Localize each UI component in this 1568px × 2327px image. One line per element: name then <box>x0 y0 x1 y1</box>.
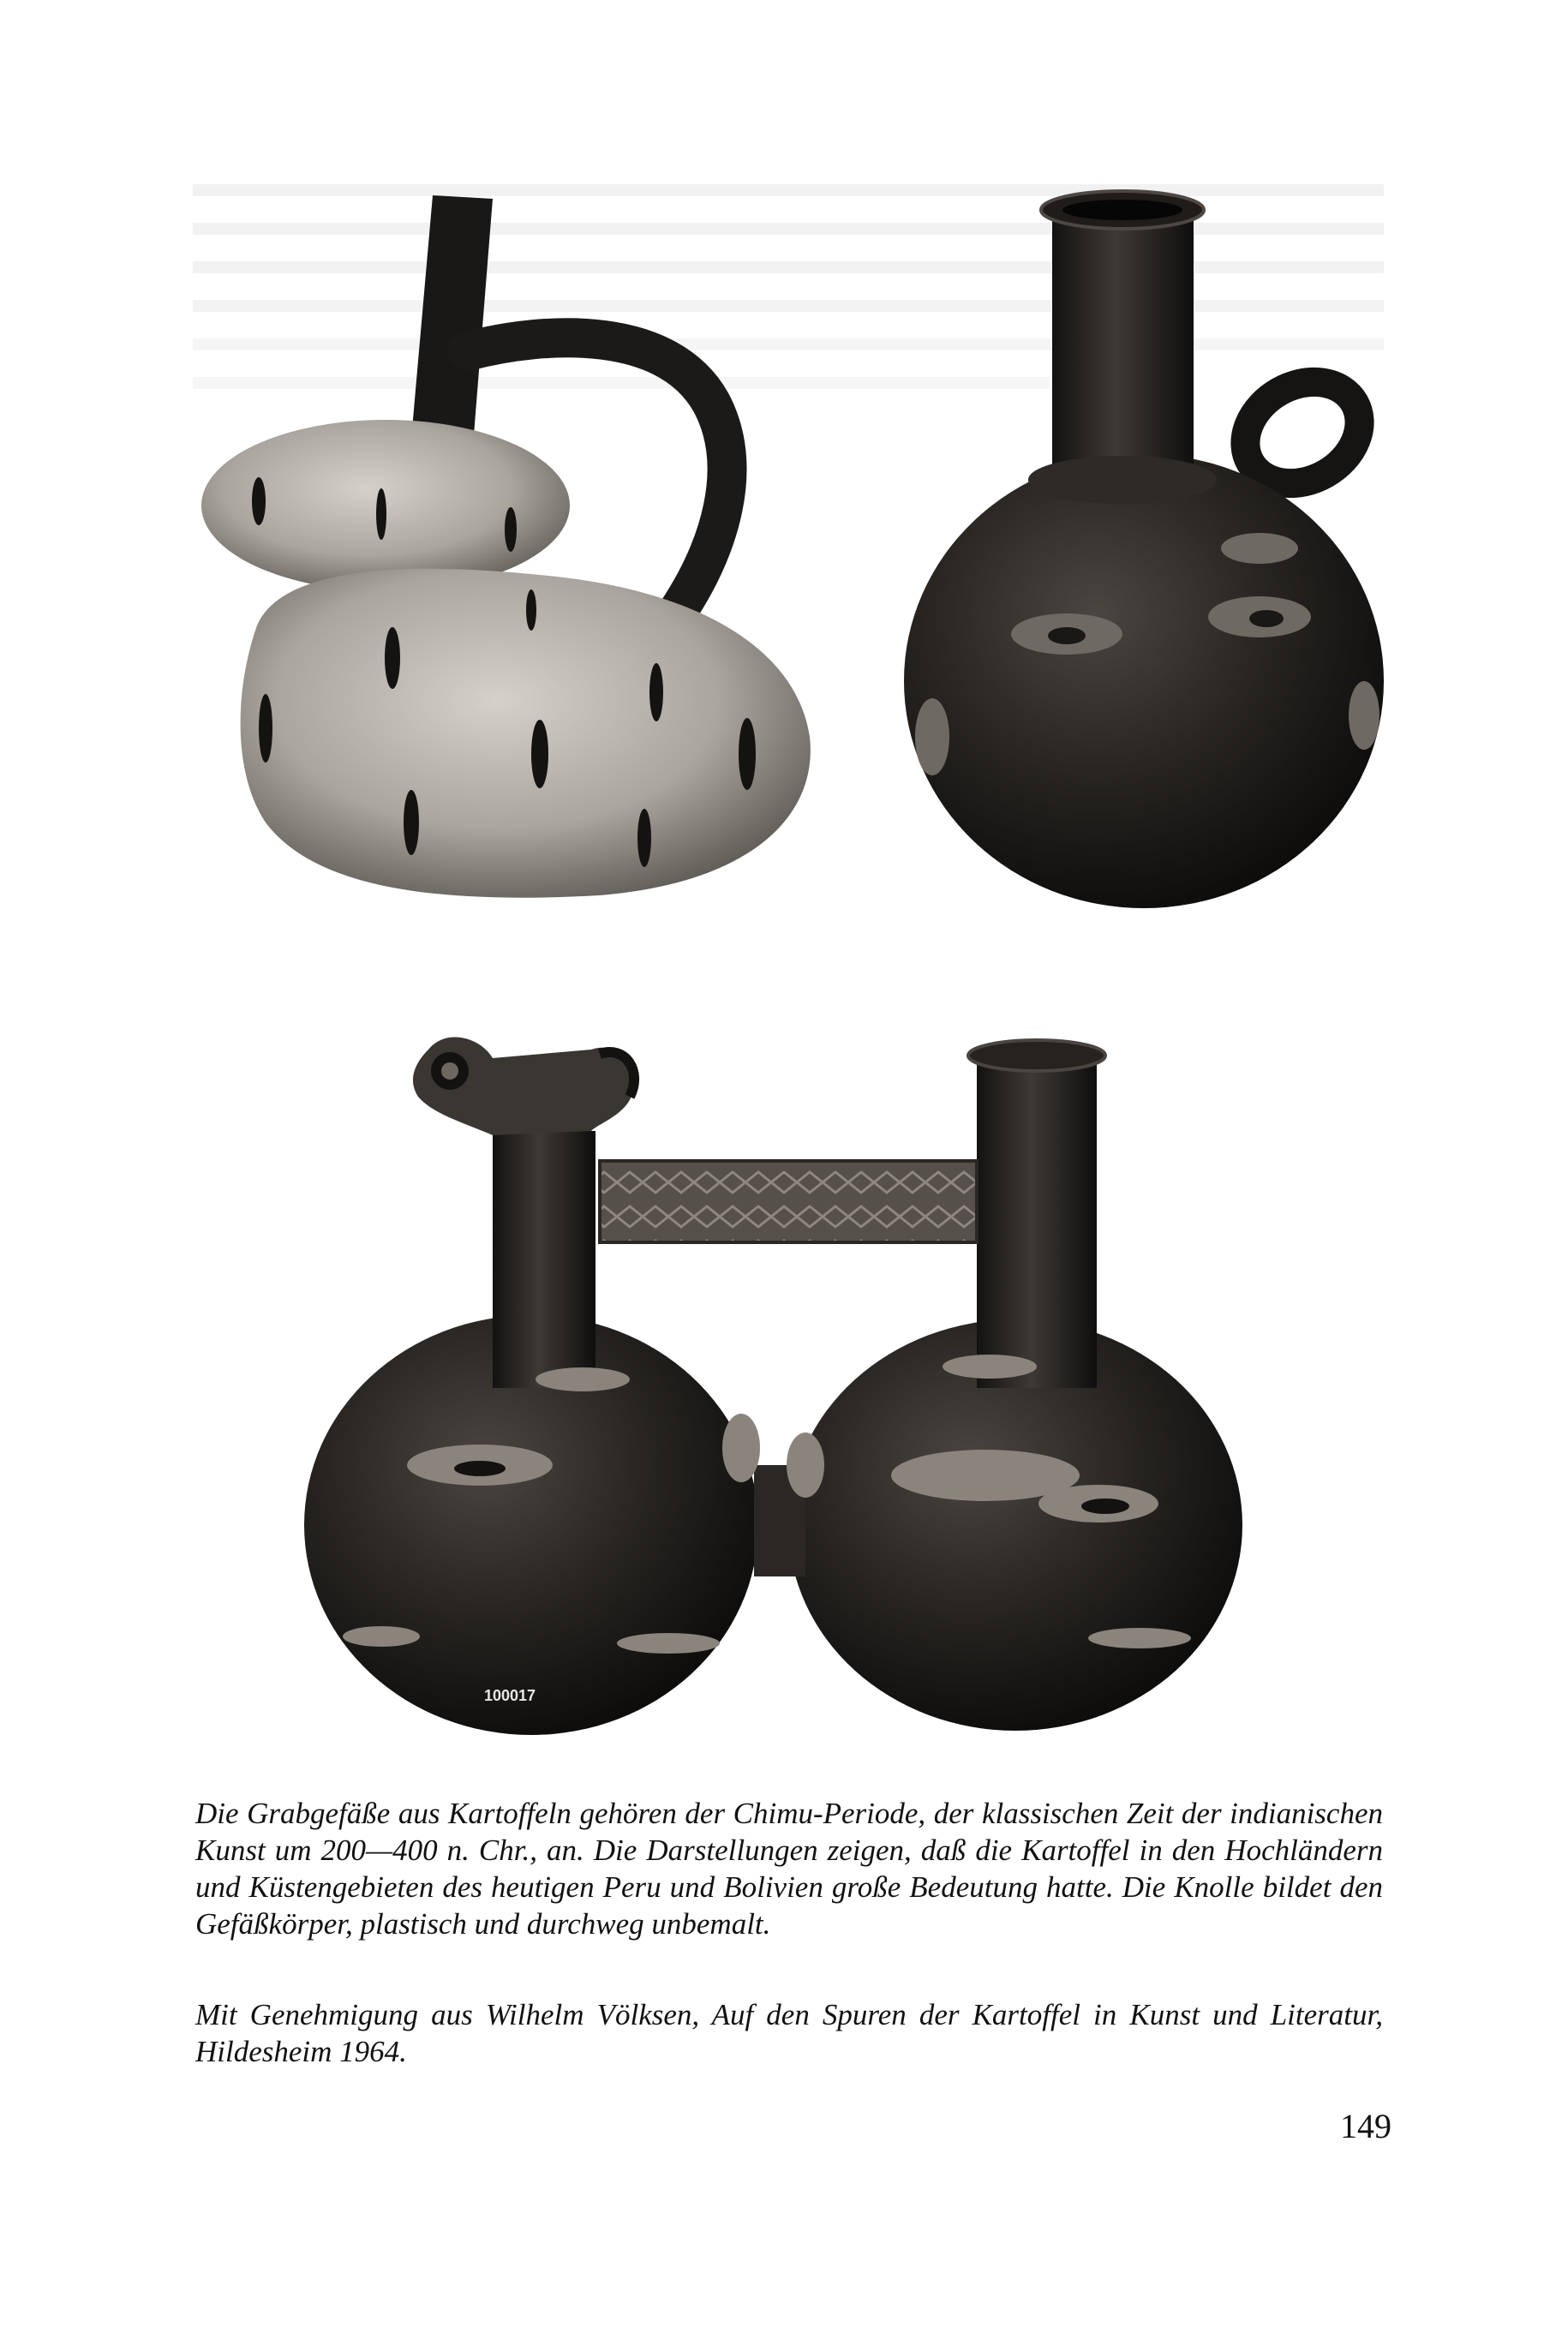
dark-handled-bottle-image <box>904 191 1384 908</box>
catalog-number-label: 100017 <box>484 1687 536 1704</box>
page-number: 149 <box>1340 2107 1391 2145</box>
double-chamber-bridge-vessel-image <box>304 1038 1242 1735</box>
figure-credit: Mit Genehmigung aus Wilhelm Völksen, Auf den Spuren der Kartoffel in Kunst und Literatur, Hildesheim 1964. <box>195 1998 1383 2068</box>
show-through-text <box>193 184 1384 389</box>
figure-caption: Die Grabgefäße aus Kartoffeln gehören der Chimu-Periode, der klassischen Zeit der indianischen Kunst um 200—400 n. Chr., an. Die Darstellungen zeigen, daß die Kartoffel in den Hochländern und Küstengebieten des heutigen Peru und Bolivien große Bedeutung hatte. Die Knolle bildet den Gefäßkörper, plastisch und durchweg unbemalt. <box>195 1797 1383 1941</box>
